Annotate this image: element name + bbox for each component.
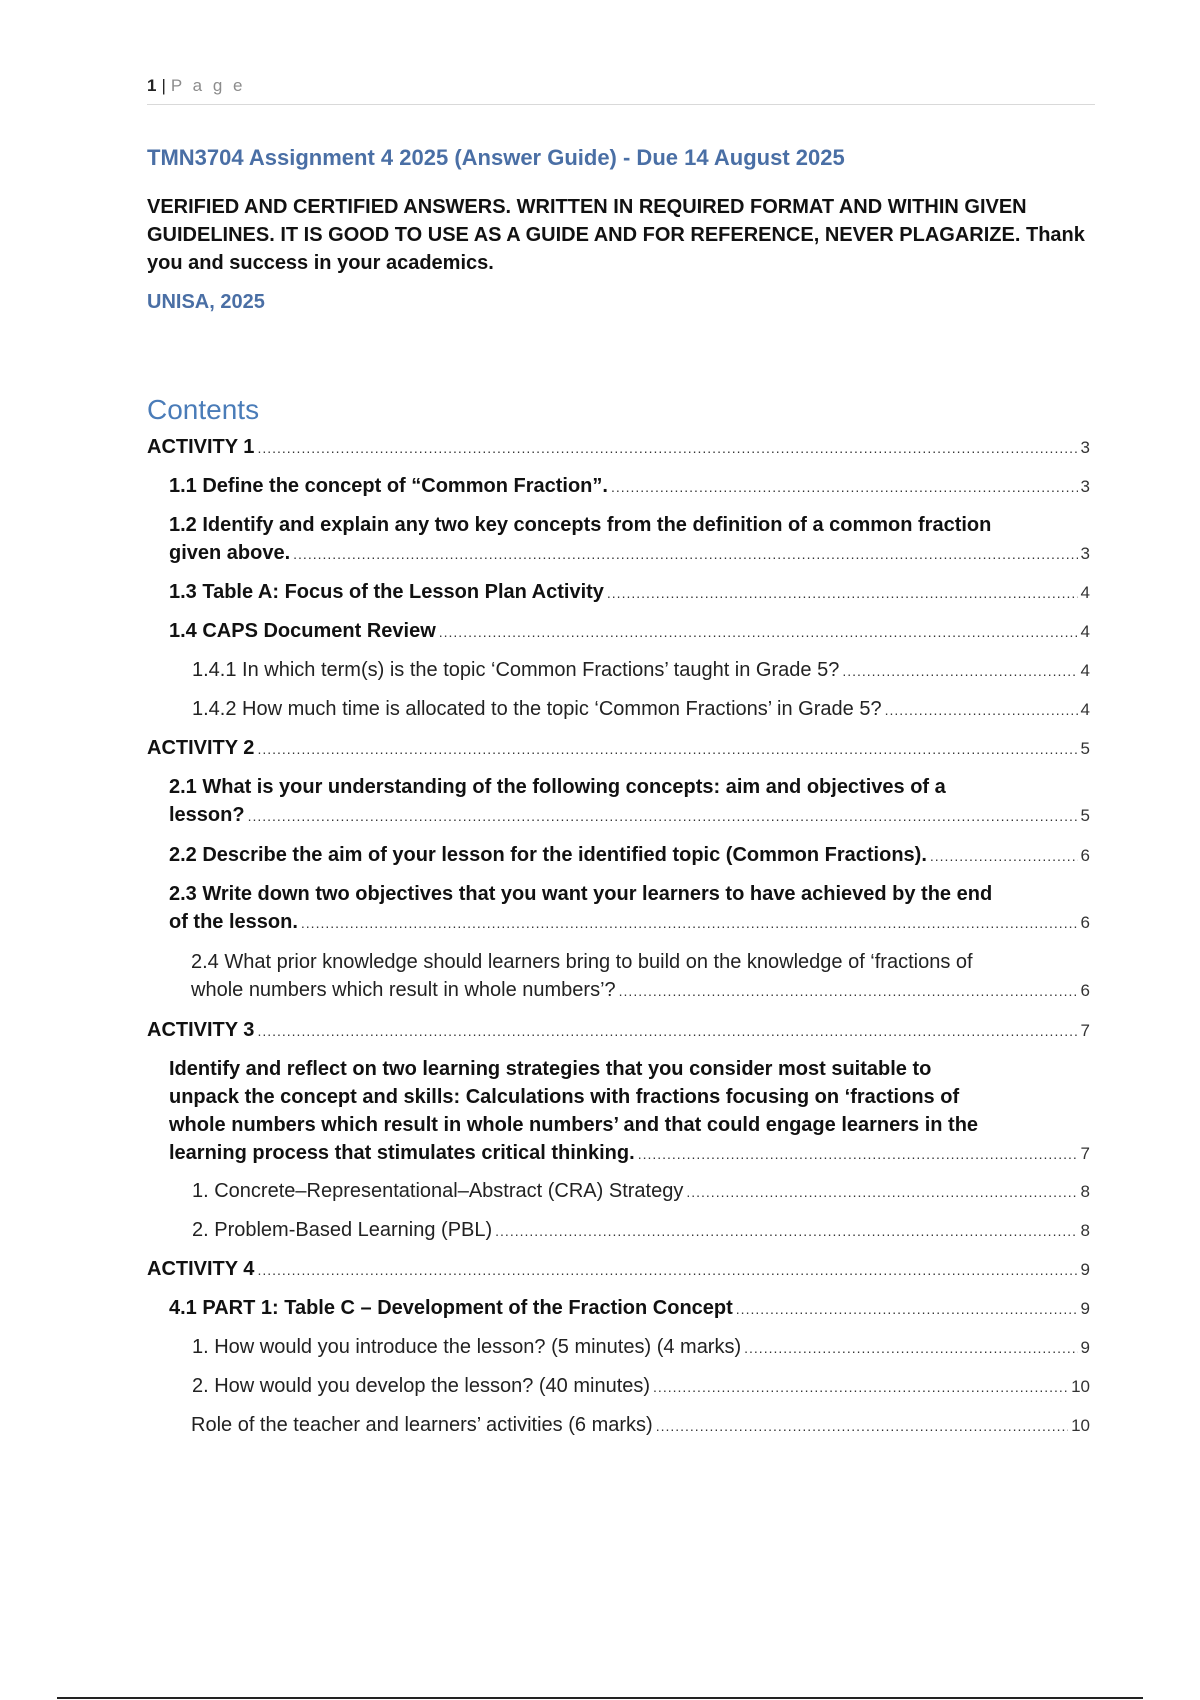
toc-entry[interactable] [192, 1177, 1090, 1206]
toc-entry[interactable] [169, 1055, 1090, 1168]
toc-leader-dots [653, 1373, 1068, 1401]
toc-page-number: 10 [1071, 1377, 1090, 1396]
institution-line: UNISA, 2025 [147, 291, 265, 313]
toc-entry[interactable] [169, 617, 1090, 646]
toc-page-number: 8 [1080, 1182, 1090, 1201]
toc-entry[interactable] [192, 1372, 1090, 1401]
toc-page-number: 4 [1080, 661, 1090, 680]
toc-entry-text-cont: learning process that stimulates critical thinking. [169, 1142, 635, 1164]
toc-entry-text: ACTIVITY 3 [147, 1019, 255, 1041]
toc-leader-dots [619, 977, 1078, 1005]
toc-leader-dots [257, 434, 1077, 462]
toc-entry-text: 1.4.1 In which term(s) is the topic ‘Common Fractions’ taught in Grade 5? [192, 659, 840, 681]
toc-leader-dots [301, 909, 1078, 937]
toc-entry-text: ACTIVITY 4 [147, 1258, 255, 1280]
toc-entry[interactable] [147, 1255, 1090, 1284]
toc-leader-dots [257, 1017, 1077, 1045]
toc-entry[interactable] [147, 1016, 1090, 1045]
page-number: 1 [147, 76, 158, 95]
toc-entry[interactable] [169, 773, 1090, 830]
toc-leader-dots [248, 802, 1078, 830]
toc-leader-dots [885, 696, 1078, 724]
toc-leader-dots [439, 618, 1078, 646]
toc-entry-text-cont: of the lesson. [169, 911, 298, 933]
toc-entry[interactable] [192, 1216, 1090, 1245]
toc-entry-text-cont: whole numbers which result in whole numbers’? [191, 979, 616, 1001]
toc-entry[interactable] [191, 948, 1090, 1005]
toc-leader-dots [257, 735, 1077, 763]
toc-entry[interactable] [147, 433, 1090, 462]
toc-leader-dots [686, 1178, 1077, 1206]
toc-page-number: 3 [1080, 477, 1090, 496]
toc-entry-text: 2. Problem-Based Learning (PBL) [192, 1219, 493, 1241]
toc-entry-text: 2.1 What is your understanding of the following concepts: aim and objectives of a [169, 776, 946, 798]
intro-paragraph: VERIFIED AND CERTIFIED ANSWERS. WRITTEN IN REQUIRED FORMAT AND WITHIN GIVEN GUIDELINES. IT IS GOOD TO USE AS A GUIDE AND FOR REFERENCE, NEVER PLAGARIZE. Thank you and success in your academics. [147, 196, 1085, 274]
toc-entry[interactable] [169, 880, 1090, 937]
toc-entry-text: 4.1 PART 1: Table C – Development of the Fraction Concept [169, 1297, 733, 1319]
toc-entry[interactable] [192, 695, 1090, 724]
toc-leader-dots [930, 842, 1078, 870]
toc-entry-text: 2. How would you develop the lesson? (40 minutes) [192, 1375, 651, 1397]
header-separator: | [161, 76, 167, 95]
toc-entry[interactable] [169, 578, 1090, 607]
page-bottom-rule [57, 1697, 1143, 1699]
toc-entry-text: 1.2 Identify and explain any two key concepts from the definition of a common fraction [169, 514, 992, 536]
toc-leader-dots [842, 657, 1077, 685]
toc-leader-dots [611, 473, 1078, 501]
toc-page-number: 10 [1071, 1416, 1090, 1435]
toc-entry[interactable] [169, 472, 1090, 501]
toc-page-number: 7 [1080, 1144, 1090, 1163]
toc-entry-text: Role of the teacher and learners’ activities (6 marks) [191, 1414, 653, 1436]
toc-entry-text: 1.4 CAPS Document Review [169, 620, 436, 642]
toc-entry-text: ACTIVITY 1 [147, 436, 255, 458]
toc-page-number: 6 [1080, 913, 1090, 932]
toc-page-number: 8 [1080, 1221, 1090, 1240]
toc-page-number: 5 [1080, 806, 1090, 825]
toc-entry[interactable] [192, 1333, 1090, 1362]
toc-leader-dots [257, 1256, 1077, 1284]
toc-entry-text-cont: given above. [169, 542, 291, 564]
toc-page-number: 9 [1080, 1260, 1090, 1279]
contents-heading: Contents [147, 394, 260, 425]
toc-entry-text: ACTIVITY 2 [147, 737, 255, 759]
document-title: TMN3704 Assignment 4 2025 (Answer Guide) - Due 14 August 2025 [147, 145, 845, 170]
page-word: P a g e [170, 76, 246, 95]
toc-page-number: 9 [1080, 1338, 1090, 1357]
toc-entry-text: 1.1 Define the concept of “Common Fraction”. [169, 475, 608, 497]
toc-entry[interactable] [191, 1411, 1090, 1440]
toc-page-number: 5 [1080, 739, 1090, 758]
toc-entry-text: 1.4.2 How much time is allocated to the topic ‘Common Fractions’ in Grade 5? [192, 698, 882, 720]
toc-page-number: 4 [1080, 622, 1090, 641]
toc-entry[interactable] [147, 734, 1090, 763]
toc-leader-dots [736, 1295, 1078, 1323]
toc-page-number: 4 [1080, 700, 1090, 719]
toc-leader-dots [656, 1412, 1068, 1440]
toc-leader-dots [293, 540, 1077, 568]
toc-entry-text: 2.3 Write down two objectives that you want your learners to have achieved by the end [169, 883, 993, 905]
toc-entry-text-cont: lesson? [169, 804, 245, 826]
toc-page-number: 6 [1080, 846, 1090, 865]
toc-page-number: 3 [1080, 544, 1090, 563]
toc-entry-text-cont: unpack the concept and skills: Calculations with fractions focusing on ‘fractions of [169, 1086, 960, 1108]
toc-entry[interactable] [169, 841, 1090, 870]
toc-page-number: 6 [1080, 981, 1090, 1000]
toc-entry[interactable] [169, 1294, 1090, 1323]
toc-leader-dots [744, 1334, 1077, 1362]
toc-entry-text: 1.3 Table A: Focus of the Lesson Plan Activity [169, 581, 604, 603]
toc-entry-text: Identify and reflect on two learning strategies that you consider most suitable to [169, 1058, 932, 1080]
toc-entry-text: 2.2 Describe the aim of your lesson for the identified topic (Common Fractions). [169, 844, 927, 866]
toc-leader-dots [495, 1217, 1077, 1245]
toc-entry-text: 2.4 What prior knowledge should learners bring to build on the knowledge of ‘fractions of [191, 951, 973, 973]
toc-page-number: 4 [1080, 583, 1090, 602]
toc-entry[interactable] [169, 511, 1090, 568]
toc-entry-text: 1. Concrete–Representational–Abstract (CRA) Strategy [192, 1180, 684, 1202]
toc-page-number: 7 [1080, 1021, 1090, 1040]
toc-entry[interactable] [192, 656, 1090, 685]
toc-page-number: 3 [1080, 438, 1090, 457]
toc-leader-dots [638, 1140, 1078, 1168]
toc-entry-text-cont: whole numbers which result in whole numbers’ and that could engage learners in the [169, 1114, 979, 1136]
toc-leader-dots [607, 579, 1078, 607]
toc-page-number: 9 [1080, 1299, 1090, 1318]
toc-entry-text: 1. How would you introduce the lesson? (5 minutes) (4 marks) [192, 1336, 742, 1358]
